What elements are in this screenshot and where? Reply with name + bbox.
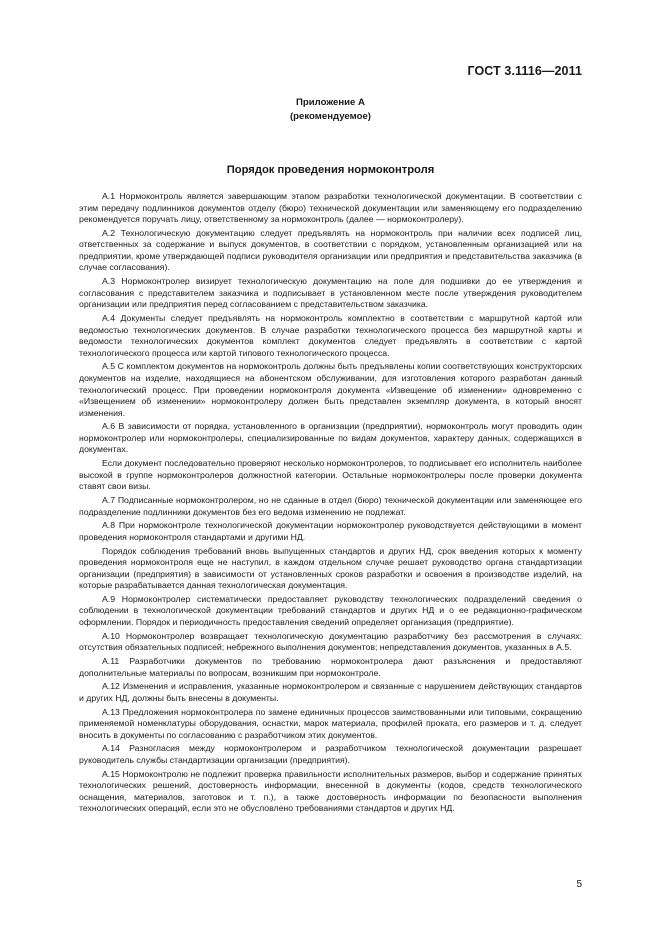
paragraph-a1: А.1 Нормоконтроль является завершающим этапом разработки технологической документации. В соответствии с этим передачу подлинников документов отделу (бюро) технической документации или заменяющему его подразделению рекомендуется поручать лицу, ответственному за нормоконтроль (далее — нормоконтролеру). [79,191,582,225]
paragraph-a7: А.7 Подписанные нормоконтролером, но не сданные в отдел (бюро) технической документации или заменяющее его подразделение подлинники документов без его ведома изменению не подлежат. [79,494,582,517]
paragraph-a10: А.10 Нормоконтролер возвращает технологическую документацию разработчику без рассмотрения в случаях: отсутствия обязательных подписей; небрежного выполнения документов; непредставления документов, указанных в А.5. [79,630,582,653]
paragraph-a8-cont: Порядок соблюдения требований вновь выпущенных стандартов и других НД, срок введения которых к моменту проведения нормоконтроля еще не наступил, в каждом отдельном случае решает руководство органа стандартизации организации (предприятия) в зависимости от установленных сроков разработки и освоения в производстве изделий, на которые разрабатывается данная технологическая документация. [79,545,582,591]
paragraph-a14: А.14 Разногласия между нормоконтролером и разработчиком технологической документации разрешает руководитель службы стандартизации организации (предприятия). [79,743,582,765]
paragraph-a6: А.6 В зависимости от порядка, установленного в организации (предприятии), нормоконтроль могут проводить один нормоконтролер или нормоконтролеры, специализированные по видам документов, характеру данных, содержащихся в документах. [79,421,582,455]
paragraph-a12: А.12 Изменения и исправления, указанные нормоконтролером и связанные с нарушением действующих стандартов и других НД, должны быть внесены в документы. [79,681,582,703]
paragraph-a4: А.4 Документы следует предъявлять на нормоконтроль комплектно в соответствии с маршрутной картой или ведомостью технологических документов. В случае разработки технологического процесса без маршрутной карты и ведомости технологических документов комплект документов следует предъявлять в соответствии с картой технологического процесса или картой типового технологического процесса. [79,313,582,358]
paragraph-a15: А.15 Нормоконтролю не подлежит проверка правильности исполнительных размеров, выбор и содержание принятых технологических решений, достоверность информации, внесенной в документы (кодов, средств технологического оснащения, материалов, заготовок и т. п.), а также достоверность информации по безопасности выполнения технологических операций, если это не обусловлено требованиями стандартов и других НД. [79,768,582,814]
page-number: 5 [576,879,582,890]
appendix-heading [0,96,661,124]
paragraph-a2: А.2 Технологическую документацию следует предъявлять на нормоконтроль при наличии всех подписей лиц, ответственных за содержание и выпуск документов, в соответствии с порядком, установленным организацией или на предприятии, кроме утверждающей подписи руководителя организации или предприятия и представительства заказчика (в случае согласования). [79,227,582,273]
paragraph-a11: А.11 Разработчики документов по требованию нормоконтролера дают разъяснения и предоставляют дополнительные материалы по вопросам, возникшим при нормоконтроле. [79,656,582,678]
paragraph-a8: А.8 При нормоконтроле технологической документации нормоконтролер руководствуется действующими в момент проведения нормоконтроля стандартами и другими НД. [79,520,582,542]
document-body [79,191,582,817]
standard-id: ГОСТ 3.1116—2011 [467,64,582,78]
paragraph-a6-cont: Если документ последовательно проверяют несколько нормоконтролеров, то подписывает его исполнитель наиболее высокой в группе нормоконтролеров должностной категории. Остальные нормоконтролеры после проверки документа ставят свои визы. [79,458,582,492]
appendix-label: Приложение А [296,97,365,108]
appendix-status: (рекомендуемое) [289,111,371,122]
paragraph-a3: А.3 Нормоконтролер визирует технологическую документацию на поле для подшивки до ее утверждения и согласования с представителем заказчика и подписывает в установленном месте после утверждения руководителем организации или предприятия перед согласованием с представительством заказчика. [79,276,582,310]
paragraph-a13: А.13 Предложения нормоконтролера по замене единичных процессов заимствованными или типовыми, сокращению применяемой номенклатуры оборудования, оснастки, марок материала, профилей проката, его размеров и т. д. следует вносить в документы по согласованию с разработчиком этих документов. [79,706,582,740]
section-title: Порядок проведения нормоконтроля [226,164,435,176]
paragraph-a9: А.9 Нормоконтролер систематически предоставляет руководству технологических подразделений сведения о соблюдении в технологической документации требований стандартов и других НД и о ее редакционно-графическом оформлении. Порядок и периодичность предоставления сведений определяет организация (предприятие). [79,593,582,628]
paragraph-a5: А.5 С комплектом документов на нормоконтроль должны быть предъявлены копии соответствующих конструкторских документов на изделие, находящиеся на абонентском обслуживании, для изготовления которого разработан данный технологический процесс. При проведении нормоконтроля документа «Извещение об изменении» одновременно с «Извещением об изменении» нормоконтролеру должен быть представлен экземпляр документа, в который вносят изменения. [79,361,582,418]
